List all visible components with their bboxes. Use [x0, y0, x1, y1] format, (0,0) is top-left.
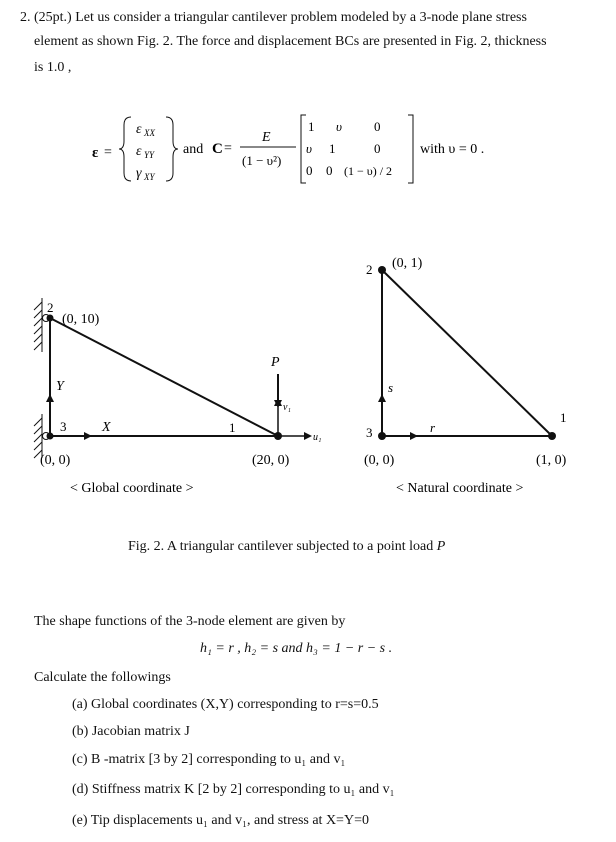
global-node-2-coord: (0, 10): [62, 312, 100, 327]
m02: 0: [374, 119, 381, 134]
global-caption: < Global coordinate >: [70, 481, 194, 496]
with-condition: with υ = 0 .: [420, 142, 485, 157]
and-word: and: [183, 142, 204, 157]
v1-label: v₁: [283, 402, 291, 413]
global-node-1-coord: (20, 0): [252, 453, 290, 468]
denominator: (1 − υ²): [242, 153, 282, 168]
matrix-right-bracket: [408, 115, 413, 183]
task-a: (a) Global coordinates (X,Y) corresponding to r=s=0.5: [72, 697, 379, 712]
m21: 0: [326, 163, 333, 178]
global-x-label: X: [102, 420, 111, 435]
global-node-2-label: 2: [47, 300, 54, 315]
m22: (1 − υ) / 2: [344, 164, 393, 178]
global-node-3-coord: (0, 0): [40, 453, 71, 468]
m12: 0: [374, 141, 381, 156]
eps-yy: ε: [136, 144, 142, 159]
task-c: (c) B -matrix [3 by 2] corresponding to u₁ and v₁: [72, 752, 346, 767]
natural-triangle: [382, 270, 552, 436]
tasks-intro: Calculate the followings: [34, 670, 171, 685]
right-brace: [166, 117, 178, 181]
c-symbol: C: [212, 141, 223, 157]
constitutive-equations: [0, 105, 616, 195]
u1-label: u₁: [313, 432, 322, 443]
m20: 0: [306, 163, 313, 178]
task-e: (e) Tip displacements u₁ and v₁, and stress at X=Y=0: [72, 813, 369, 828]
strain-symbol: ε: [92, 145, 99, 161]
problem-line-1: 2. (25pt.) Let us consider a triangular cantilever problem modeled by a 3-node plane stress: [20, 10, 527, 25]
m00: 1: [308, 119, 315, 134]
figure-caption-load: P: [436, 539, 446, 554]
m11: 1: [329, 141, 336, 156]
task-d: (d) Stiffness matrix K [2 by 2] corresponding to u₁ and v₁: [72, 782, 395, 797]
natural-node-3-label: 3: [366, 425, 373, 440]
natural-node-2-coord: (0, 1): [392, 256, 423, 271]
c-equals: =: [224, 141, 232, 156]
e-numerator: E: [262, 130, 271, 145]
problem-line-2: element as shown Fig. 2. The force and displacement BCs are presented in Fig. 2, thickness: [34, 34, 547, 49]
natural-node-2: [378, 266, 386, 274]
shape-intro: The shape functions of the 3-node element are given by: [34, 614, 346, 629]
natural-r-label: r: [430, 420, 436, 435]
global-triangle: [50, 318, 278, 436]
figure-caption: [128, 539, 445, 555]
left-brace: [119, 117, 131, 181]
global-node-2: [47, 315, 54, 322]
gamma-xy: γ: [136, 166, 142, 181]
global-node-3-label: 3: [60, 419, 67, 434]
m10: υ: [306, 141, 312, 156]
natural-caption: < Natural coordinate >: [396, 481, 524, 496]
load-label: P: [271, 355, 280, 370]
task-b: (b) Jacobian matrix J: [72, 724, 190, 739]
natural-node-1-label: 1: [560, 410, 567, 425]
natural-node-1-coord: (1, 0): [536, 453, 567, 468]
problem-line-3: is 1.0 ,: [34, 60, 72, 75]
m01: υ: [336, 119, 342, 134]
natural-node-3-coord: (0, 0): [364, 453, 395, 468]
gamma-xy-sub: XY: [144, 172, 155, 182]
eps-xx-sub: XX: [144, 128, 155, 138]
eps-yy-sub: YY: [144, 150, 155, 160]
eps-xx: ε: [136, 122, 142, 137]
global-y-label: Y: [56, 379, 64, 394]
natural-s-label: s: [388, 380, 394, 395]
natural-node-2-label: 2: [366, 262, 373, 277]
shape-formula: h₁ = r , h₂ = s and h₃ = 1 − r − s .: [200, 641, 393, 656]
strain-equals: =: [104, 145, 112, 160]
triangle-figure: [0, 250, 616, 500]
global-node-1-label: 1: [229, 420, 236, 435]
figure-caption-text: Fig. 2. A triangular cantilever subjected to a point load: [128, 539, 434, 554]
natural-node-1: [548, 432, 556, 440]
